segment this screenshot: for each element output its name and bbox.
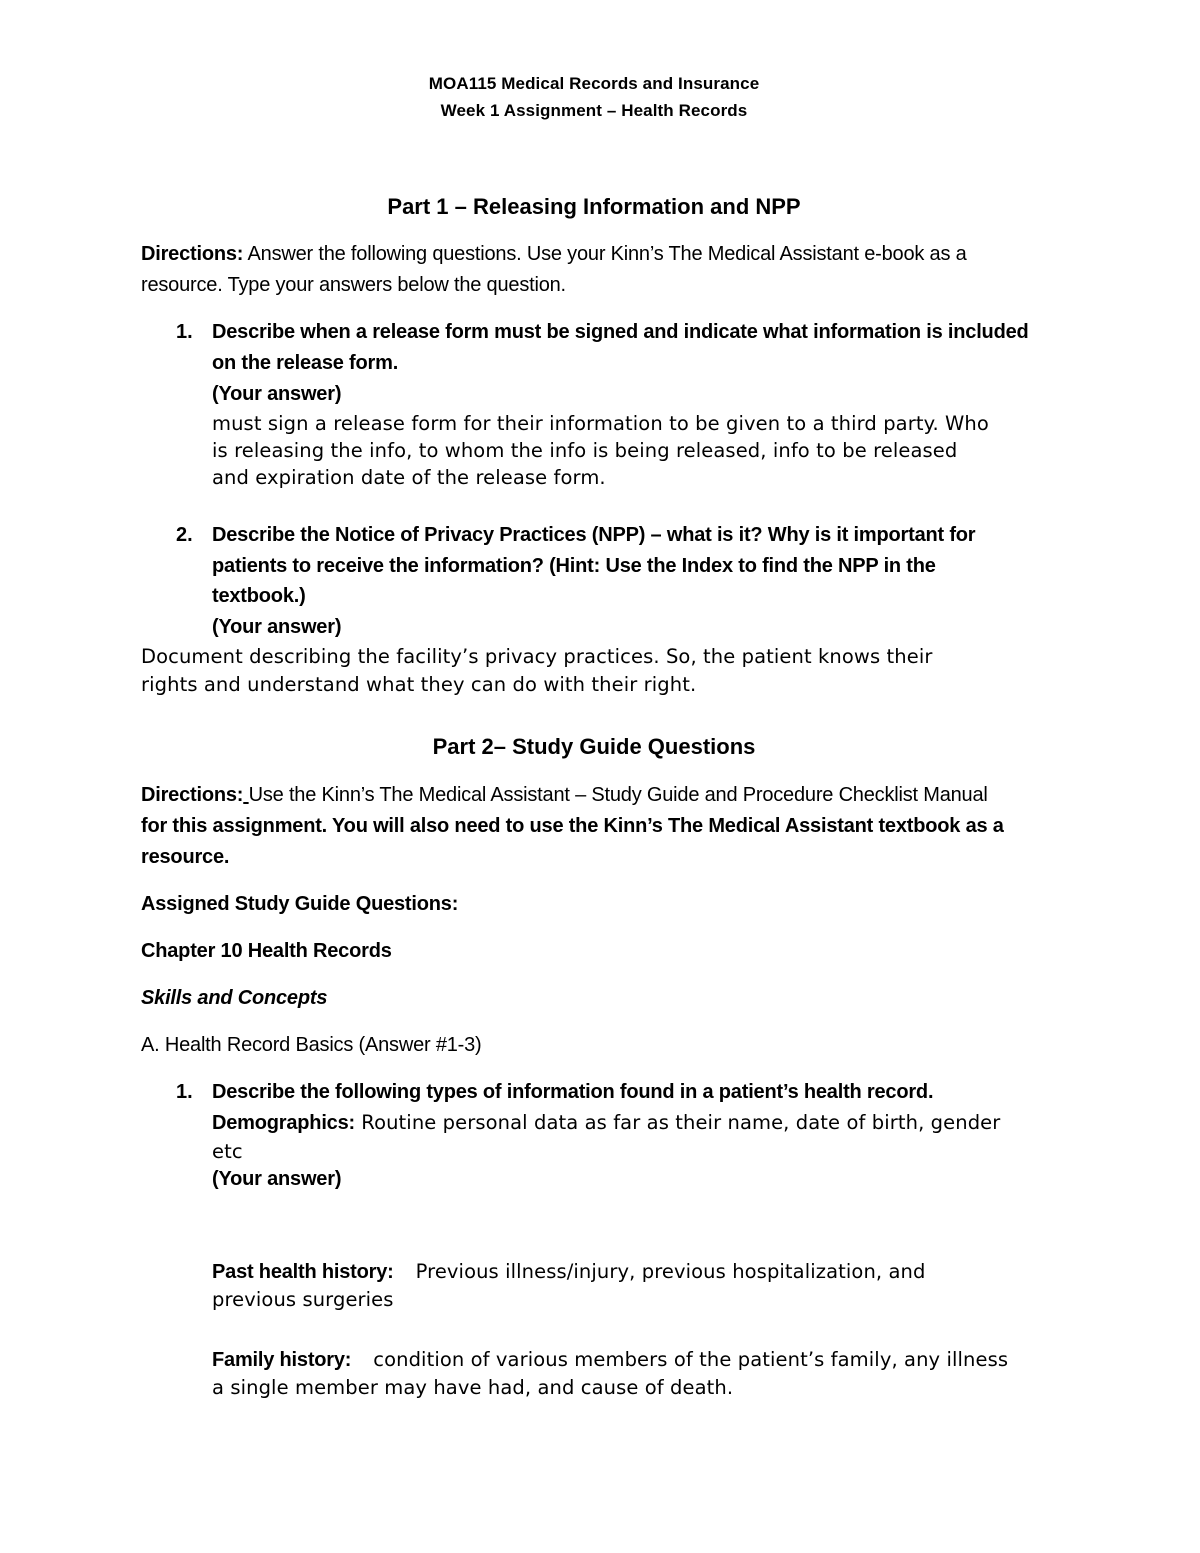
part1-q2-number: 2. (176, 524, 193, 546)
skills-heading: Skills and Concepts (141, 987, 328, 1009)
part2-q1-answer-label: (Your answer) (212, 1168, 342, 1190)
demographics-answer-line2: etc (212, 1140, 243, 1163)
part1-q2-answer-line1: Document describing the facility’s privacy practices. So, the patient knows their (141, 645, 933, 668)
part1-q1-line2: on the release form. (212, 352, 399, 374)
part1-q1-number: 1. (176, 321, 193, 343)
past-history-answer-line1: Previous illness/injury, previous hospitalization, and (415, 1260, 926, 1283)
part2-directions-text1: Use the Kinn’s The Medical Assistant – Study Guide and Procedure Checklist Manual (248, 784, 988, 806)
family-history-answer-line1: condition of various members of the patient’s family, any illness (373, 1348, 1009, 1371)
part2-directions-line1 (141, 784, 988, 807)
part1-q2-answer-label: (Your answer) (212, 616, 342, 638)
part2-q1-number: 1. (176, 1081, 193, 1103)
part1-q1-answer-line1: must sign a release form for their information to be given to a third party. Who (212, 412, 989, 435)
part1-q2-line2: patients to receive the information? (Hint: Use the Index to find the NPP in the (212, 555, 936, 577)
part1-q2-line3: textbook.) (212, 585, 306, 607)
part2-q1-line1: Describe the following types of information found in a patient’s health record. (212, 1081, 934, 1103)
past-history-answer-line2: previous surgeries (212, 1288, 394, 1311)
part1-q2-answer-line2: rights and understand what they can do with their right. (141, 673, 697, 696)
part1-q1-line1: Describe when a release form must be signed and indicate what information is included (212, 321, 1029, 343)
part2-title: Part 2– Study Guide Questions (432, 734, 756, 759)
chapter-heading: Chapter 10 Health Records (141, 940, 392, 962)
past-history-line1 (212, 1260, 926, 1284)
assignment-title: Week 1 Assignment – Health Records (440, 101, 748, 120)
part1-title: Part 1 – Releasing Information and NPP (387, 194, 801, 219)
past-history-label: Past health history: (212, 1261, 394, 1283)
section-a-heading: A. Health Record Basics (Answer #1-3) (141, 1034, 482, 1056)
assigned-questions-heading: Assigned Study Guide Questions: (141, 893, 459, 915)
demographics-answer-line1: Routine personal data as far as their name, date of birth, gender (355, 1111, 1001, 1134)
part1-directions-line1 (141, 243, 967, 266)
demographics-line1 (212, 1111, 1000, 1135)
part1-directions-text1: Answer the following questions. Use your Kinn’s The Medical Assistant e-book as a (247, 243, 967, 265)
family-history-line1 (212, 1348, 1008, 1372)
part1-q1-answer-line3: and expiration date of the release form. (212, 466, 606, 489)
part1-q1-answer-line2: is releasing the info, to whom the info is being released, info to be released (212, 439, 958, 462)
part1-q1-answer-label: (Your answer) (212, 383, 342, 405)
part1-q2-line1: Describe the Notice of Privacy Practices (NPP) – what is it? Why is it important for (212, 524, 976, 546)
family-history-label: Family history: (212, 1349, 352, 1371)
family-history-answer-line2: a single member may have had, and cause of death. (212, 1376, 734, 1399)
part1-directions-line2: resource. Type your answers below the question. (141, 274, 566, 296)
part2-directions-line3: resource. (141, 846, 230, 868)
part2-directions-label: Directions: (141, 784, 244, 806)
demographics-label: Demographics: (212, 1112, 355, 1134)
part1-directions-label: Directions: (141, 243, 244, 265)
part2-directions-line2: for this assignment. You will also need to use the Kinn’s The Medical Assistant textbook as a (141, 815, 1004, 837)
course-title: MOA115 Medical Records and Insurance (428, 74, 760, 93)
